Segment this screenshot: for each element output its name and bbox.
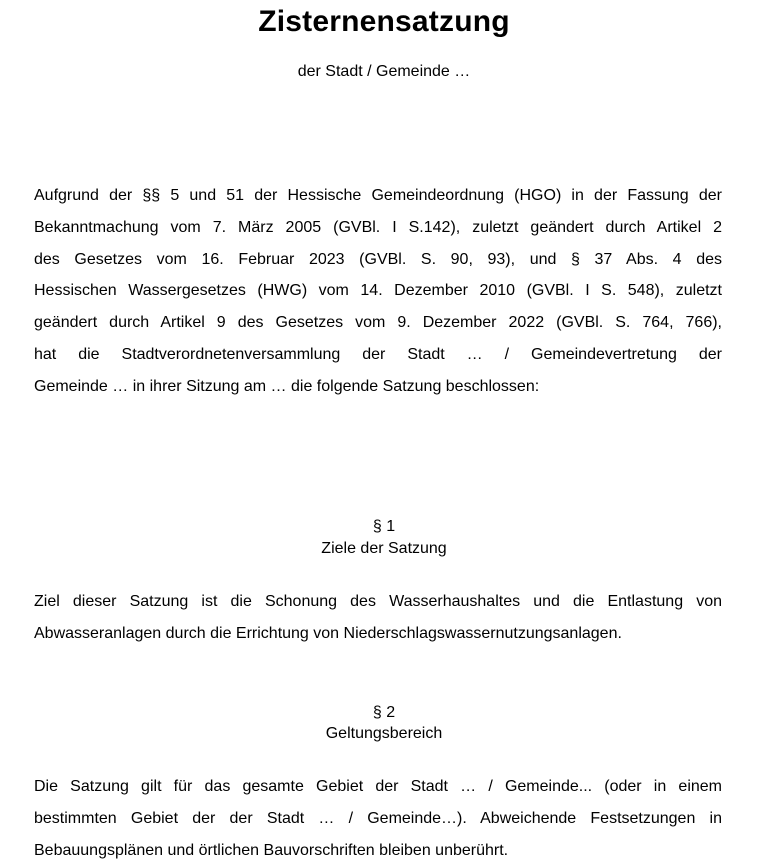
document-subtitle: der Stadt / Gemeinde … — [297, 63, 471, 80]
document-title: Zisternensatzung — [258, 5, 510, 38]
section-2-number: § 2 — [372, 704, 396, 721]
preamble-line: Aufgrund der §§ 5 und 51 der Hessische Gemeindeordnung (HGO) in der Fassung der — [34, 187, 722, 204]
preamble-line: geändert durch Artikel 9 des Gesetzes vom 9. Dezember 2022 (GVBl. S. 764, 766), — [34, 314, 722, 332]
section-1-line: Ziel dieser Satzung ist die Schonung des Wasserhaushaltes und die Entlastung von — [34, 593, 722, 610]
section-1-paragraph — [34, 586, 722, 650]
preamble-line: Gemeinde … in ihrer Sitzung am … die folgende Satzung beschlossen: — [34, 377, 540, 395]
preamble-line: Hessischen Wassergesetzes (HWG) vom 14. Dezember 2010 (GVBl. I S. 548), zuletzt — [34, 282, 722, 300]
section-2-line: bestimmten Gebiet der der Stadt … / Gemeinde…). Abweichende Festsetzungen in — [34, 809, 722, 827]
section-1-heading: Ziele der Satzung — [321, 540, 447, 557]
section-2-line: Bebauungsplänen und örtlichen Bauvorschriften bleiben unberührt. — [34, 841, 509, 859]
preamble-line: Bekanntmachung vom 7. März 2005 (GVBl. I S.142), zuletzt geändert durch Artikel 2 — [34, 218, 722, 236]
section-2-line: Die Satzung gilt für das gesamte Gebiet der Stadt … / Gemeinde... (oder in einem — [34, 778, 722, 795]
section-1-line: Abwasseranlagen durch die Errichtung von Niederschlagswassernutzungsanlagen. — [34, 624, 622, 642]
preamble-paragraph — [34, 180, 722, 403]
section-1-number: § 1 — [372, 518, 396, 535]
section-2-heading: Geltungsbereich — [325, 725, 443, 742]
section-2-paragraph — [34, 771, 722, 866]
preamble-line: hat die Stadtverordnetenversammlung der Stadt … / Gemeindevertretung der — [34, 345, 722, 363]
preamble-line: des Gesetzes vom 16. Februar 2023 (GVBl. S. 90, 93), und § 37 Abs. 4 des — [34, 250, 722, 268]
